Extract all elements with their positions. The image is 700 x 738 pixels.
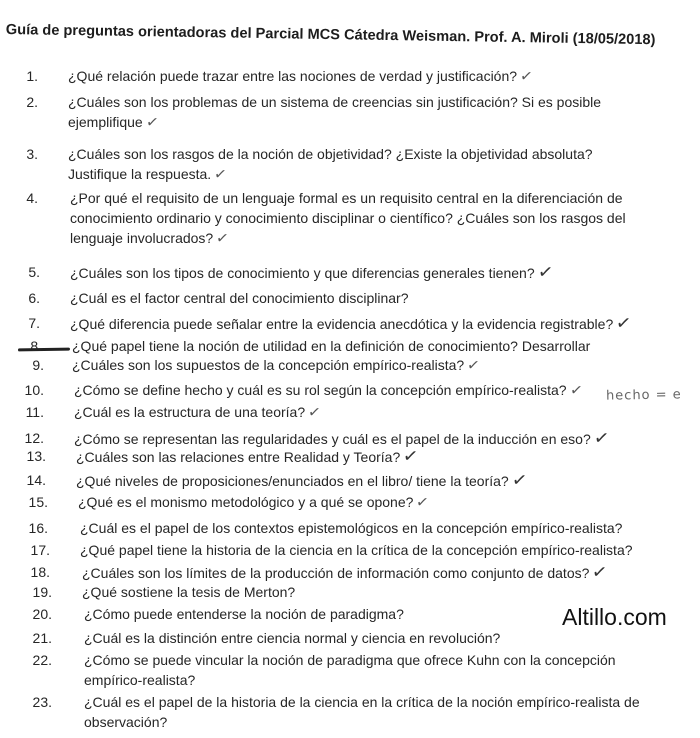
question-text-line-2 xyxy=(68,164,227,185)
question-text-line-2 xyxy=(84,670,195,690)
question-text: ¿Cómo se puede vincular la noción de paradigma que ofrece Kuhn con la concepción xyxy=(84,652,616,668)
question-text-line-3 xyxy=(70,228,229,249)
question-text-line-2 xyxy=(68,112,158,133)
question-text-line-1 xyxy=(68,92,601,112)
question-text-line-1 xyxy=(82,562,607,583)
question-number: 1. xyxy=(26,68,38,84)
question-text-line-1 xyxy=(74,402,321,423)
question-number: 9. xyxy=(32,357,44,373)
question-text: ¿Qué relación puede trazar entre las nociones de verdad y justificación? xyxy=(68,68,518,84)
question-text-line-1 xyxy=(80,518,622,538)
question-text: Justifique la respuesta. xyxy=(68,166,212,182)
question-text: ¿Cuál es la estructura de una teoría? xyxy=(74,404,306,420)
question-text: ¿Cuáles son los problemas de un sistema de creencias sin justificación? Si es posible xyxy=(68,94,602,110)
question-text-line-1 xyxy=(70,188,623,208)
question-text: ¿Qué es el monismo metodológico y a qué se opone? xyxy=(78,494,414,510)
question-text-line-1 xyxy=(68,66,533,87)
question-text: ejemplifique xyxy=(68,114,143,130)
check-mark-icon: ✓ xyxy=(591,561,609,583)
check-mark-icon: ✓ xyxy=(144,113,160,132)
question-text: ¿Cuáles son las relaciones entre Realidad y Teoría? xyxy=(76,449,401,465)
question-number: 3. xyxy=(26,146,38,162)
question-text: ¿Cuáles son los supuestos de la concepción empírico-realista? xyxy=(72,357,465,373)
check-mark-icon: ✓ xyxy=(401,445,420,467)
question-text: ¿Cuál es el papel de la historia de la ciencia en la crítica de la noción empírico-realista de xyxy=(84,694,640,710)
question-text-line-2 xyxy=(84,712,167,732)
question-text: ¿Cómo se representan las regularidades y cuál es el papel de la inducción en eso? xyxy=(74,431,591,447)
question-text: ¿Cuál es la distinción entre ciencia normal y ciencia en revolución? xyxy=(84,630,501,646)
question-text: ¿Qué diferencia puede señalar entre la evidencia anecdótica y la evidencia registrable? xyxy=(70,316,614,332)
question-text: ¿Qué sostiene la tesis de Merton? xyxy=(82,584,296,600)
question-text-line-1 xyxy=(76,470,527,491)
question-text: empírico-realista? xyxy=(84,672,196,688)
question-number: 14. xyxy=(26,472,46,488)
question-text: ¿Qué papel tiene la historia de la ciencia en la crítica de la concepción empírico-realista? xyxy=(80,542,633,558)
question-text: ¿Por qué el requisito de un lenguaje formal es un requisito central en la diferenciación de xyxy=(70,190,623,206)
question-number: 13. xyxy=(26,448,46,464)
check-mark-icon: ✓ xyxy=(213,165,228,184)
question-text-line-1 xyxy=(84,628,500,648)
question-text-line-1 xyxy=(70,262,553,283)
check-mark-icon: ✓ xyxy=(518,67,534,86)
check-mark-icon: ✓ xyxy=(592,427,611,449)
question-number: 20. xyxy=(32,606,52,622)
question-number: 6. xyxy=(28,290,40,306)
question-text-line-2 xyxy=(70,208,626,228)
check-mark-icon: ✓ xyxy=(466,356,481,375)
question-number: 12. xyxy=(24,430,44,446)
handwritten-note: hecho = e xyxy=(605,387,682,404)
question-number: 18. xyxy=(30,564,50,580)
question-text-line-1 xyxy=(82,582,295,602)
question-text-line-1 xyxy=(80,540,633,560)
question-text-line-1 xyxy=(72,355,480,376)
question-text-line-1 xyxy=(70,313,631,334)
check-mark-icon: ✓ xyxy=(536,261,555,283)
question-text-line-1 xyxy=(84,692,640,712)
question-number: 15. xyxy=(28,494,48,510)
question-text: ¿Qué papel tiene la noción de utilidad en la definición de conocimiento? Desarrollar xyxy=(72,338,591,354)
question-number: 4. xyxy=(26,190,38,206)
check-mark-icon: ✓ xyxy=(307,403,322,422)
check-mark-icon: ✓ xyxy=(614,312,633,334)
question-text: ¿Cuál es el factor central del conocimiento disciplinar? xyxy=(70,290,409,306)
question-text: ¿Cómo puede entenderse la noción de paradigma? xyxy=(84,606,404,622)
question-text: lenguaje involucrados? xyxy=(70,230,214,246)
question-text: ¿Cuáles son los rasgos de la noción de objetividad? ¿Existe la objetividad absoluta? xyxy=(68,146,593,162)
question-text-line-1 xyxy=(84,604,404,624)
question-number: 23. xyxy=(32,694,52,710)
question-text: ¿Cuál es el papel de los contextos epistemológicos en la concepción empírico-realista? xyxy=(80,520,623,536)
check-mark-icon: ✓ xyxy=(510,469,529,491)
question-number: 7. xyxy=(28,315,40,331)
question-text: ¿Cuáles son los límites de la producción de información como conjunto de datos? xyxy=(82,565,590,581)
question-number: 16. xyxy=(28,520,48,536)
question-number: 2. xyxy=(26,94,38,110)
question-text: ¿Qué niveles de proposiciones/enunciados en el libro/ tiene la teoría? xyxy=(76,473,509,489)
question-text-line-1 xyxy=(72,336,590,356)
question-number: 22. xyxy=(32,652,52,668)
question-text: observación? xyxy=(84,714,168,730)
question-text-line-1 xyxy=(74,380,582,401)
watermark-altillo: Altillo.com xyxy=(562,604,667,630)
question-number: 17. xyxy=(30,542,50,558)
question-text: ¿Cómo se define hecho y cuál es su rol según la concepción empírico-realista? xyxy=(74,382,567,398)
question-text-line-1 xyxy=(70,288,409,308)
question-text-line-1 xyxy=(76,446,418,467)
page-title: Guía de preguntas orientadoras del Parcial MCS Cátedra Weisman. Prof. A. Miroli (18/05/2018) xyxy=(5,22,656,49)
question-text: conocimiento ordinario y conocimiento disciplinar o científico? ¿Cuáles son los rasgos del xyxy=(70,210,626,226)
question-number: 21. xyxy=(32,630,52,646)
question-text: ¿Cuáles son los tipos de conocimiento y que diferencias generales tienen? xyxy=(70,265,535,281)
question-number: 8. xyxy=(30,338,42,354)
question-number: 11. xyxy=(25,404,44,420)
question-text-line-1 xyxy=(84,650,616,670)
check-mark-icon: ✓ xyxy=(568,381,584,400)
question-text-line-1 xyxy=(68,144,593,164)
check-mark-icon: ✓ xyxy=(415,493,431,512)
question-number: 19. xyxy=(32,584,52,600)
question-text-line-1 xyxy=(78,492,429,513)
check-mark-icon: ✓ xyxy=(215,229,230,248)
question-number: 5. xyxy=(28,264,40,280)
question-number: 10. xyxy=(24,382,44,398)
